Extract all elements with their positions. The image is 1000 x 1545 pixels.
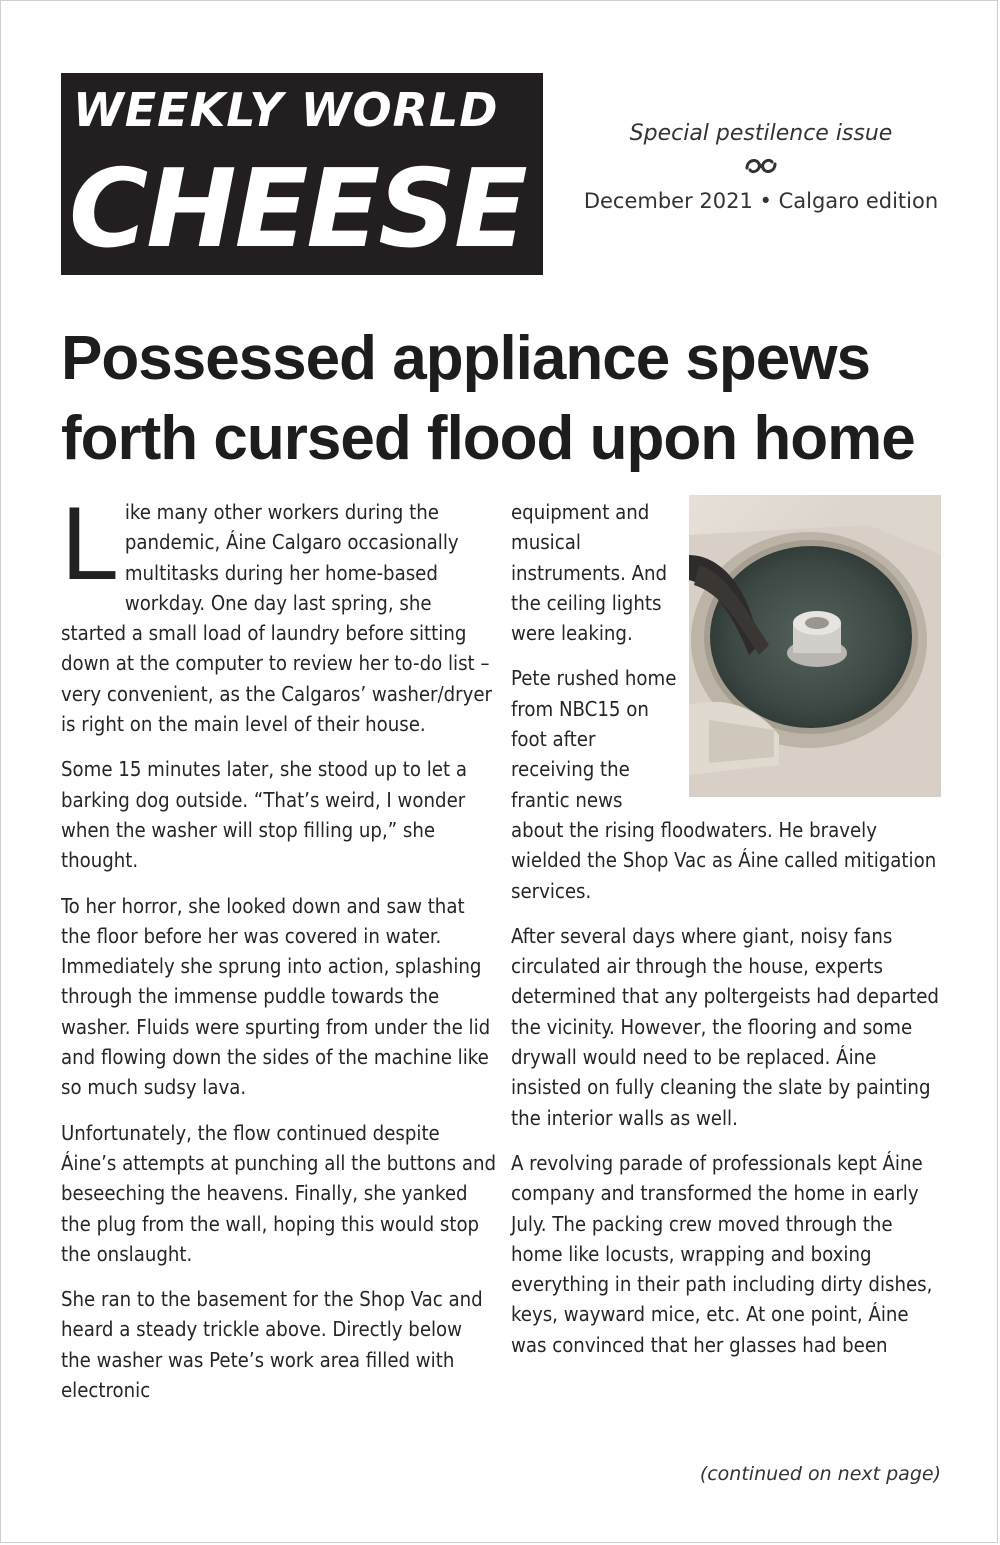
ornament-icon (561, 154, 961, 185)
washing-machine-photo (689, 495, 941, 797)
paragraph-2: Some 15 minutes later, she stood up to let a barking dog outside. “That’s weird, I wonder when the washer will stop filling up,” she thought. (61, 757, 467, 873)
article-column-left (61, 486, 497, 1420)
paragraph-6: Pete rushed home from NBC15 on foot after receiving the frantic news about the rising floodwaters. He bravely wielded the Shop Vac as Áine called mitigation services. (511, 666, 937, 903)
paragraph-3: To her horror, she looked down and saw that the floor before her was covered in water. Immediately she sprung into action, splashing through the immense puddle towards the washer. Fluids were spurting from under the lid and flowing down the sides of the machine like so much sudsy lava. (61, 893, 491, 1100)
drop-cap: L (61, 486, 119, 602)
headline-line2: forth cursed flood upon home (61, 404, 915, 473)
issue-date: December 2021 • Calgaro edition (583, 189, 939, 213)
paragraph-1 (61, 486, 497, 739)
masthead-line2: CHEESE (69, 147, 526, 272)
paragraph-5: She ran to the basement for the Shop Vac and heard a steady trickle above. Directly below the washer was Pete’s work area filled with electronic (61, 1287, 483, 1403)
paragraph-1-text: ike many other workers during the pandemic, Áine Calgaro occasionally multitasks during her home-based workday. One day last spring, she started a small load of laundry before sitting down at the computer to review her to-do list – very convenient, as the Calgaros’ washer/dryer is right on the main level of their house. (61, 500, 493, 737)
headline-line1: Possessed appliance spews (61, 324, 870, 393)
masthead-logo (61, 73, 543, 275)
masthead-line1: WEEKLY WORLD (73, 83, 499, 137)
edition-info (561, 121, 961, 213)
paragraph-8: A revolving parade of professionals kept Áine company and transformed the home in early July. The packing crew moved through the home like locusts, wrapping and boxing everything in their path including dirty dishes, keys, wayward mice, etc. At one point, Áine was convinced that her glasses had been (511, 1150, 933, 1357)
issue-tagline: Special pestilence issue (629, 121, 893, 146)
paragraph-4: Unfortunately, the flow continued despite Áine’s attempts at punching all the buttons and beseeching the heavens. Finally, she yanked the plug from the wall, hoping this would stop the onslaught. (61, 1120, 497, 1266)
continued-note: (continued on next page) (699, 1463, 941, 1485)
article-headline (61, 319, 961, 479)
paragraph-7: After several days where giant, noisy fans circulated air through the house, experts determined that any poltergeists had departed the vicinity. However, the flooring and some drywall would need to be replaced. Áine insisted on fully cleaning the slate by painting the interior walls as well. (511, 923, 939, 1130)
paragraph-5-continued: equipment and musical instruments. And the ceiling lights were leaking. (511, 500, 668, 646)
